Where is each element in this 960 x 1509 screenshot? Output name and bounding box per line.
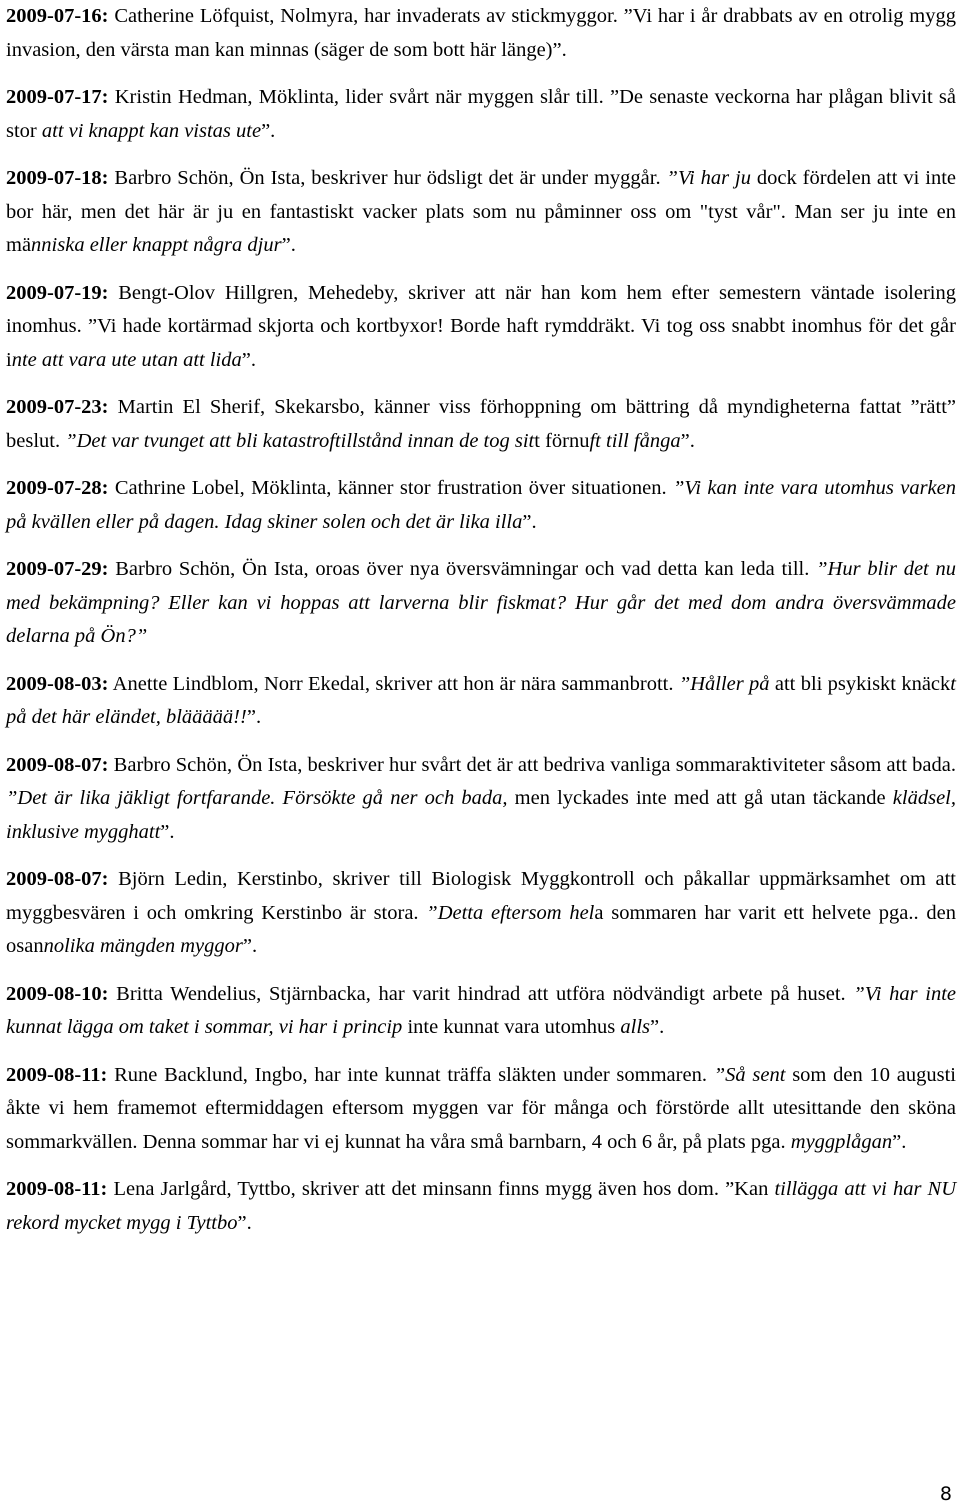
entry-quote: ”Hur blir det nu med bekämpning? Eller kan vi hoppas att larverna blir fiskmat? Hur går det med dom andra översvämmade delarna på Ön?”	[6, 558, 956, 647]
entry-text: Kristin Hedman, Möklinta, lider svårt när myggen slår till. ”De senaste veckorna har plågan blivit så stor	[6, 86, 956, 142]
page-number: 8	[939, 1483, 952, 1505]
entry-text: Cathrine Lobel, Möklinta, känner stor frustration över situationen.	[108, 477, 673, 499]
document-body	[6, 0, 956, 1254]
entry-date: 2009-08-11:	[6, 1063, 108, 1086]
entry-text: dock fördelen att vi inte bor här, men det här är ju en fantastiskt vacker plats som nu påminner oss om "tyst vår". Man ser ju inte en mä	[6, 167, 956, 256]
entry-quote: ”Vi har inte kunnat lägga om taket i sommar, vi har i princip	[6, 982, 956, 1038]
entry-quote: tillägga att vi har NU rekord mycket mygg i Tyttbo	[6, 1178, 956, 1234]
entry-date: 2009-07-18:	[6, 167, 109, 189]
entry-quote: nniska eller knappt några djur	[31, 234, 282, 256]
entry-text: ”.	[650, 1016, 665, 1038]
entry-text: ”.	[680, 429, 695, 452]
entry	[6, 749, 956, 850]
entry	[6, 277, 956, 378]
entry-quote: ”Detta eftersom hel	[426, 901, 595, 924]
entry-date: 2009-07-23:	[6, 396, 109, 418]
entry	[6, 863, 956, 964]
entry-text: Björn Ledin, Kerstinbo, skriver till Biologisk Myggkontroll och påkallar uppmärksamhet om att myggbesvären i och omkring Kerstinbo är stora.	[6, 868, 956, 924]
entry-quote: nolika mängden myggor	[43, 935, 243, 957]
entry	[6, 0, 956, 67]
entry-quote: klädsel, inklusive mygghatt	[6, 787, 956, 843]
entry	[6, 81, 956, 148]
entry-text: Britta Wendelius, Stjärnbacka, har varit hindrad att utföra nödvändigt arbete på huset.	[108, 982, 854, 1005]
entry	[6, 391, 956, 458]
entry-text: inte kunnat vara utomhus	[402, 1016, 621, 1038]
entry-text: Barbro Schön, Ön Ista, beskriver hur svårt det är att bedriva vanliga sommaraktiviteter såsom att bada.	[108, 753, 956, 776]
entry-date: 2009-08-11:	[6, 1178, 108, 1200]
entry-quote: ”Vi kan inte vara utomhus varken på kvällen eller på dagen. Idag skiner solen och det är lika illa	[6, 477, 957, 533]
entry-text: ”.	[522, 510, 537, 533]
entry	[6, 978, 956, 1045]
entry	[6, 162, 956, 263]
entry-text: Martin El Sherif, Skekarsbo, känner viss förhoppning om bättring då myndigheterna fattat ”rätt” beslut.	[6, 396, 956, 452]
entry-text: som den 10 augusti åkte vi hem framemot eftermiddagen eftersom myggen var för många och förstörde allt utesittande den sköna sommarkvällen. Denna sommar har vi ej kunnat ha våra små barnbarn, 4 och 6 år, på plats pga.	[6, 1063, 956, 1153]
entry-date: 2009-07-17:	[6, 86, 109, 108]
entry-text: ”.	[281, 234, 296, 256]
entry-text: ”.	[246, 706, 262, 728]
entry-quote: ”Det är lika jäkligt fortfarande. Försökte gå ner och bada,	[6, 787, 508, 809]
entry-text: Bengt-Olov Hillgren, Mehedeby, skriver att när han kom hem efter semestern väntade isolering inomhus. ”Vi hade kortärmad skjorta och kortbyxor! Borde haft rymddräkt. Vi tog oss snabbt inomhus för det går i	[6, 281, 956, 371]
entry-text: t förnu	[534, 429, 590, 452]
entry-text: ”.	[892, 1130, 907, 1153]
entry-date: 2009-07-28:	[6, 477, 109, 499]
entry-quote: ”Det var tvunget att bli katastroftillstånd innan de tog sit	[65, 429, 535, 452]
entry-text: ”.	[241, 348, 256, 371]
entry-text: Barbro Schön, Ön Ista, oroas över nya översvämningar och vad detta kan leda till.	[108, 558, 817, 580]
entry-text: att bli psykiskt knäck	[769, 672, 951, 695]
entry-text: men lyckades inte med att gå utan täckande	[507, 787, 893, 809]
entry-quote: nte att vara ute utan att lida	[11, 348, 242, 371]
entry-date: 2009-08-10:	[6, 982, 109, 1005]
entry-text: ”.	[160, 820, 175, 843]
entry-date: 2009-08-07:	[6, 868, 109, 890]
entry-quote: ft till fånga	[589, 429, 681, 452]
entry-quote: ”Så sent	[713, 1063, 786, 1086]
entry	[6, 668, 956, 735]
entry-text: a sommaren har varit ett helvete pga.. den osan	[6, 901, 956, 957]
entry-quote: att vi knappt kan vistas ute	[41, 119, 262, 142]
entry-date: 2009-08-03:	[6, 672, 109, 695]
entry	[6, 1059, 956, 1160]
entry-quote: alls	[620, 1016, 650, 1038]
entry-text: Barbro Schön, Ön Ista, beskriver hur ödsligt det är under myggår.	[108, 167, 667, 189]
entry	[6, 472, 956, 539]
entry-date: 2009-07-16:	[6, 5, 109, 27]
entry-text: Lena Jarlgård, Tyttbo, skriver att det minsann finns mygg även hos dom. ”Kan	[107, 1178, 775, 1200]
entry-date: 2009-07-19:	[6, 281, 109, 304]
entry	[6, 553, 956, 654]
entry-date: 2009-07-29:	[6, 558, 109, 580]
entry-text: ”.	[237, 1211, 252, 1234]
entry-text: ”.	[261, 119, 276, 142]
entry-text: ”.	[242, 935, 258, 957]
entry-text: Catherine Löfquist, Nolmyra, har invaderats av stickmyggor. ”Vi har i år drabbats av en otrolig mygg invasion, den värsta man kan minnas (säger de som bott här länge)”.	[6, 5, 956, 61]
entry-date: 2009-08-07:	[6, 753, 109, 776]
entry-text: Rune Backlund, Ingbo, har inte kunnat träffa släkten under sommaren.	[107, 1063, 714, 1086]
entry	[6, 1173, 956, 1240]
entry-text: Anette Lindblom, Norr Ekedal, skriver att hon är nära sammanbrott.	[108, 672, 679, 695]
entry-quote: t på det här eländet, bläääää!!	[6, 672, 956, 728]
entry-quote: ”Håller på	[678, 672, 770, 695]
entry-quote: ”Vi har ju	[666, 167, 751, 189]
entry-quote: myggplågan	[790, 1130, 893, 1153]
